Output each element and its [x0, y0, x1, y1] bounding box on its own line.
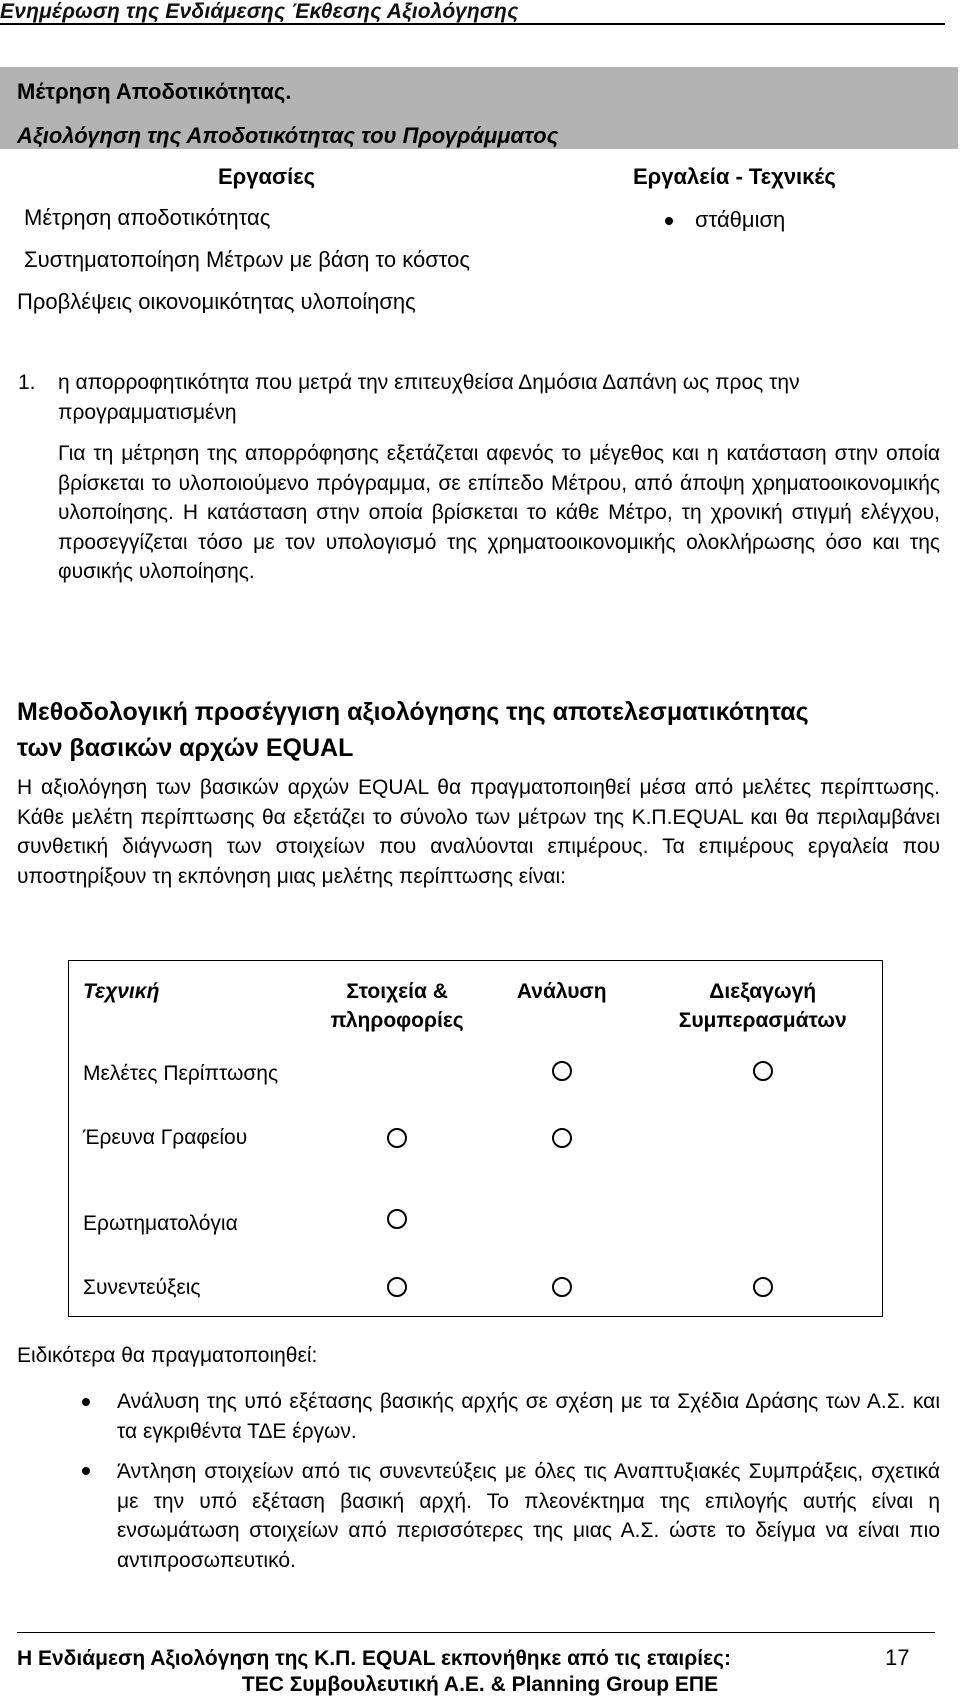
bullet-icon [82, 1398, 90, 1406]
gray-block-line-1: Μέτρηση Αποδοτικότητας. [17, 79, 292, 104]
list-item: Άντληση στοιχείων από τις συνεντεύξεις με όλες τις Αναπτυξιακές Συμπράξεις, σχετικά με την υπό εξέταση βασική αρχή. Το πλεονέκτημα της επιλογής αυτής είναι η ενσωμάτωση στοιχείων από περισσότερες της μιας Α.Σ. ώστε το δείγμα να είναι πιο αντιπροσωπευτικό. [117, 1460, 940, 1572]
table-cell [314, 1181, 480, 1265]
table-header-cell: Διεξαγωγή Συμπερασμάτων [678, 980, 847, 1032]
circle-mark-icon [387, 1128, 407, 1148]
circle-mark-icon [753, 1277, 773, 1297]
table-header-cell: Στοιχεία & πληροφορίες [330, 980, 464, 1032]
table-cell [480, 1049, 643, 1119]
table-cell [480, 1181, 643, 1265]
bullet-icon [82, 1467, 90, 1475]
table-cell [314, 1265, 480, 1317]
table-cell [314, 1049, 480, 1119]
footer-line-1: Η Ενδιάμεση Αξιολόγηση της Κ.Π. EQUAL εκπονήθηκε από τις εταιρίες: [17, 1647, 731, 1670]
page-number: 17 [885, 1645, 910, 1670]
circle-mark-icon [552, 1128, 572, 1148]
table-row-label: Συνεντεύξεις [83, 1275, 201, 1299]
table-cell [314, 1119, 480, 1181]
circle-mark-icon [552, 1277, 572, 1297]
gray-block-line-2: Αξιολόγηση της Αποδοτικότητας του Προγράμματος [17, 123, 559, 148]
section-paragraph: Η αξιολόγηση των βασικών αρχών EQUAL θα πραγματοποιηθεί μέσα από μελέτες περίπτωσης. Κάθε μελέτη περίπτωσης θα εξετάζει το σύνολο των μέτρων της Κ.Π.EQUAL και θα περιλαμβάνει συνθετική διάγνωση των στοιχείων που αναλύονται επιμέρους. Τα επιμέρους εργαλεία που υποστηρίξουν τη εκπόνηση μιας μελέτης περίπτωσης είναι: [17, 776, 940, 888]
table-row-label: Μελέτες Περίπτωσης [83, 1061, 279, 1085]
table-header-cell: Ανάλυση [516, 980, 607, 1003]
table-cell [643, 1265, 882, 1317]
bullet-icon [665, 217, 673, 225]
table-header-row [69, 961, 883, 1049]
tasks-heading: Εργασίες [218, 164, 316, 189]
table-header-cell: Τεχνική [83, 980, 160, 1003]
techniques-table [68, 960, 883, 1317]
circle-mark-icon [387, 1209, 407, 1229]
table-row [69, 1265, 883, 1317]
table-cell [643, 1181, 882, 1265]
task-item: Μέτρηση αποδοτικότητας [24, 205, 271, 230]
task-item: Προβλέψεις οικονομικότητας υλοποίησης [17, 289, 416, 314]
footer-line-2: TEC Συμβουλευτική Α.Ε. & Planning Group ΕΠΕ [241, 1673, 719, 1696]
table-cell [643, 1049, 882, 1119]
table-cell [480, 1119, 643, 1181]
section-heading [17, 694, 947, 766]
circle-mark-icon [753, 1061, 773, 1081]
task-item: Συστηματοποίηση Μέτρων με βάση το κόστος [24, 247, 470, 272]
footer-rule [17, 1632, 935, 1633]
table-row [69, 1049, 883, 1119]
table-row [69, 1119, 883, 1181]
circle-mark-icon [387, 1277, 407, 1297]
numbered-item-line-1: η απορροφητικότητα που μετρά την επιτευχθείσα Δημόσια Δαπάνη ως προς την [58, 371, 800, 394]
numbered-item-number: 1. [18, 371, 36, 394]
tools-heading: Εργαλεία - Τεχνικές [633, 164, 836, 189]
section-heading-line-1: Μεθοδολογική προσέγγιση αξιολόγησης της αποτελεσματικότητας [17, 698, 809, 726]
table-row-label: Έρευνα Γραφείου [83, 1125, 248, 1149]
table-cell [480, 1265, 643, 1317]
running-header-title: Ενημέρωση της Ενδιάμεσης Έκθεσης Αξιολόγησης [0, 0, 519, 23]
circle-mark-icon [552, 1061, 572, 1081]
header-rule [0, 23, 945, 25]
list-item: Ανάλυση της υπό εξέτασης βασικής αρχής σε σχέση με τα Σχέδια Δράσης των Α.Σ. και τα εγκριθέντα ΤΔΕ έργων. [117, 1390, 940, 1443]
section-heading-line-2: των βασικών αρχών EQUAL [17, 734, 354, 762]
table-row-label: Ερωτηματολόγια [83, 1211, 238, 1235]
specifically-intro: Ειδικότερα θα πραγματοποιηθεί: [17, 1344, 318, 1367]
absorption-paragraph: Για τη μέτρηση της απορρόφησης εξετάζεται αφενός το μέγεθος και η κατάσταση στην οποία βρίσκεται το υλοποιούμενο πρόγραμμα, σε επίπεδο Μέτρου, από άποψη χρηματοοικονομικής υλοποίησης. Η κατάσταση στην οποία βρίσκεται το κάθε Μέτρο, τη χρονική στιγμή ελέγχου, προσεγγίζεται τόσο με τον υπολογισμό της χρηματοοικονομικής ολοκλήρωσης όσο και της φυσικής υλοποίησης. [58, 442, 940, 583]
table-row [69, 1181, 883, 1265]
table-cell [643, 1119, 882, 1181]
tool-item: στάθμιση [695, 207, 786, 232]
numbered-item-line-2: προγραμματισμένη [58, 401, 237, 424]
